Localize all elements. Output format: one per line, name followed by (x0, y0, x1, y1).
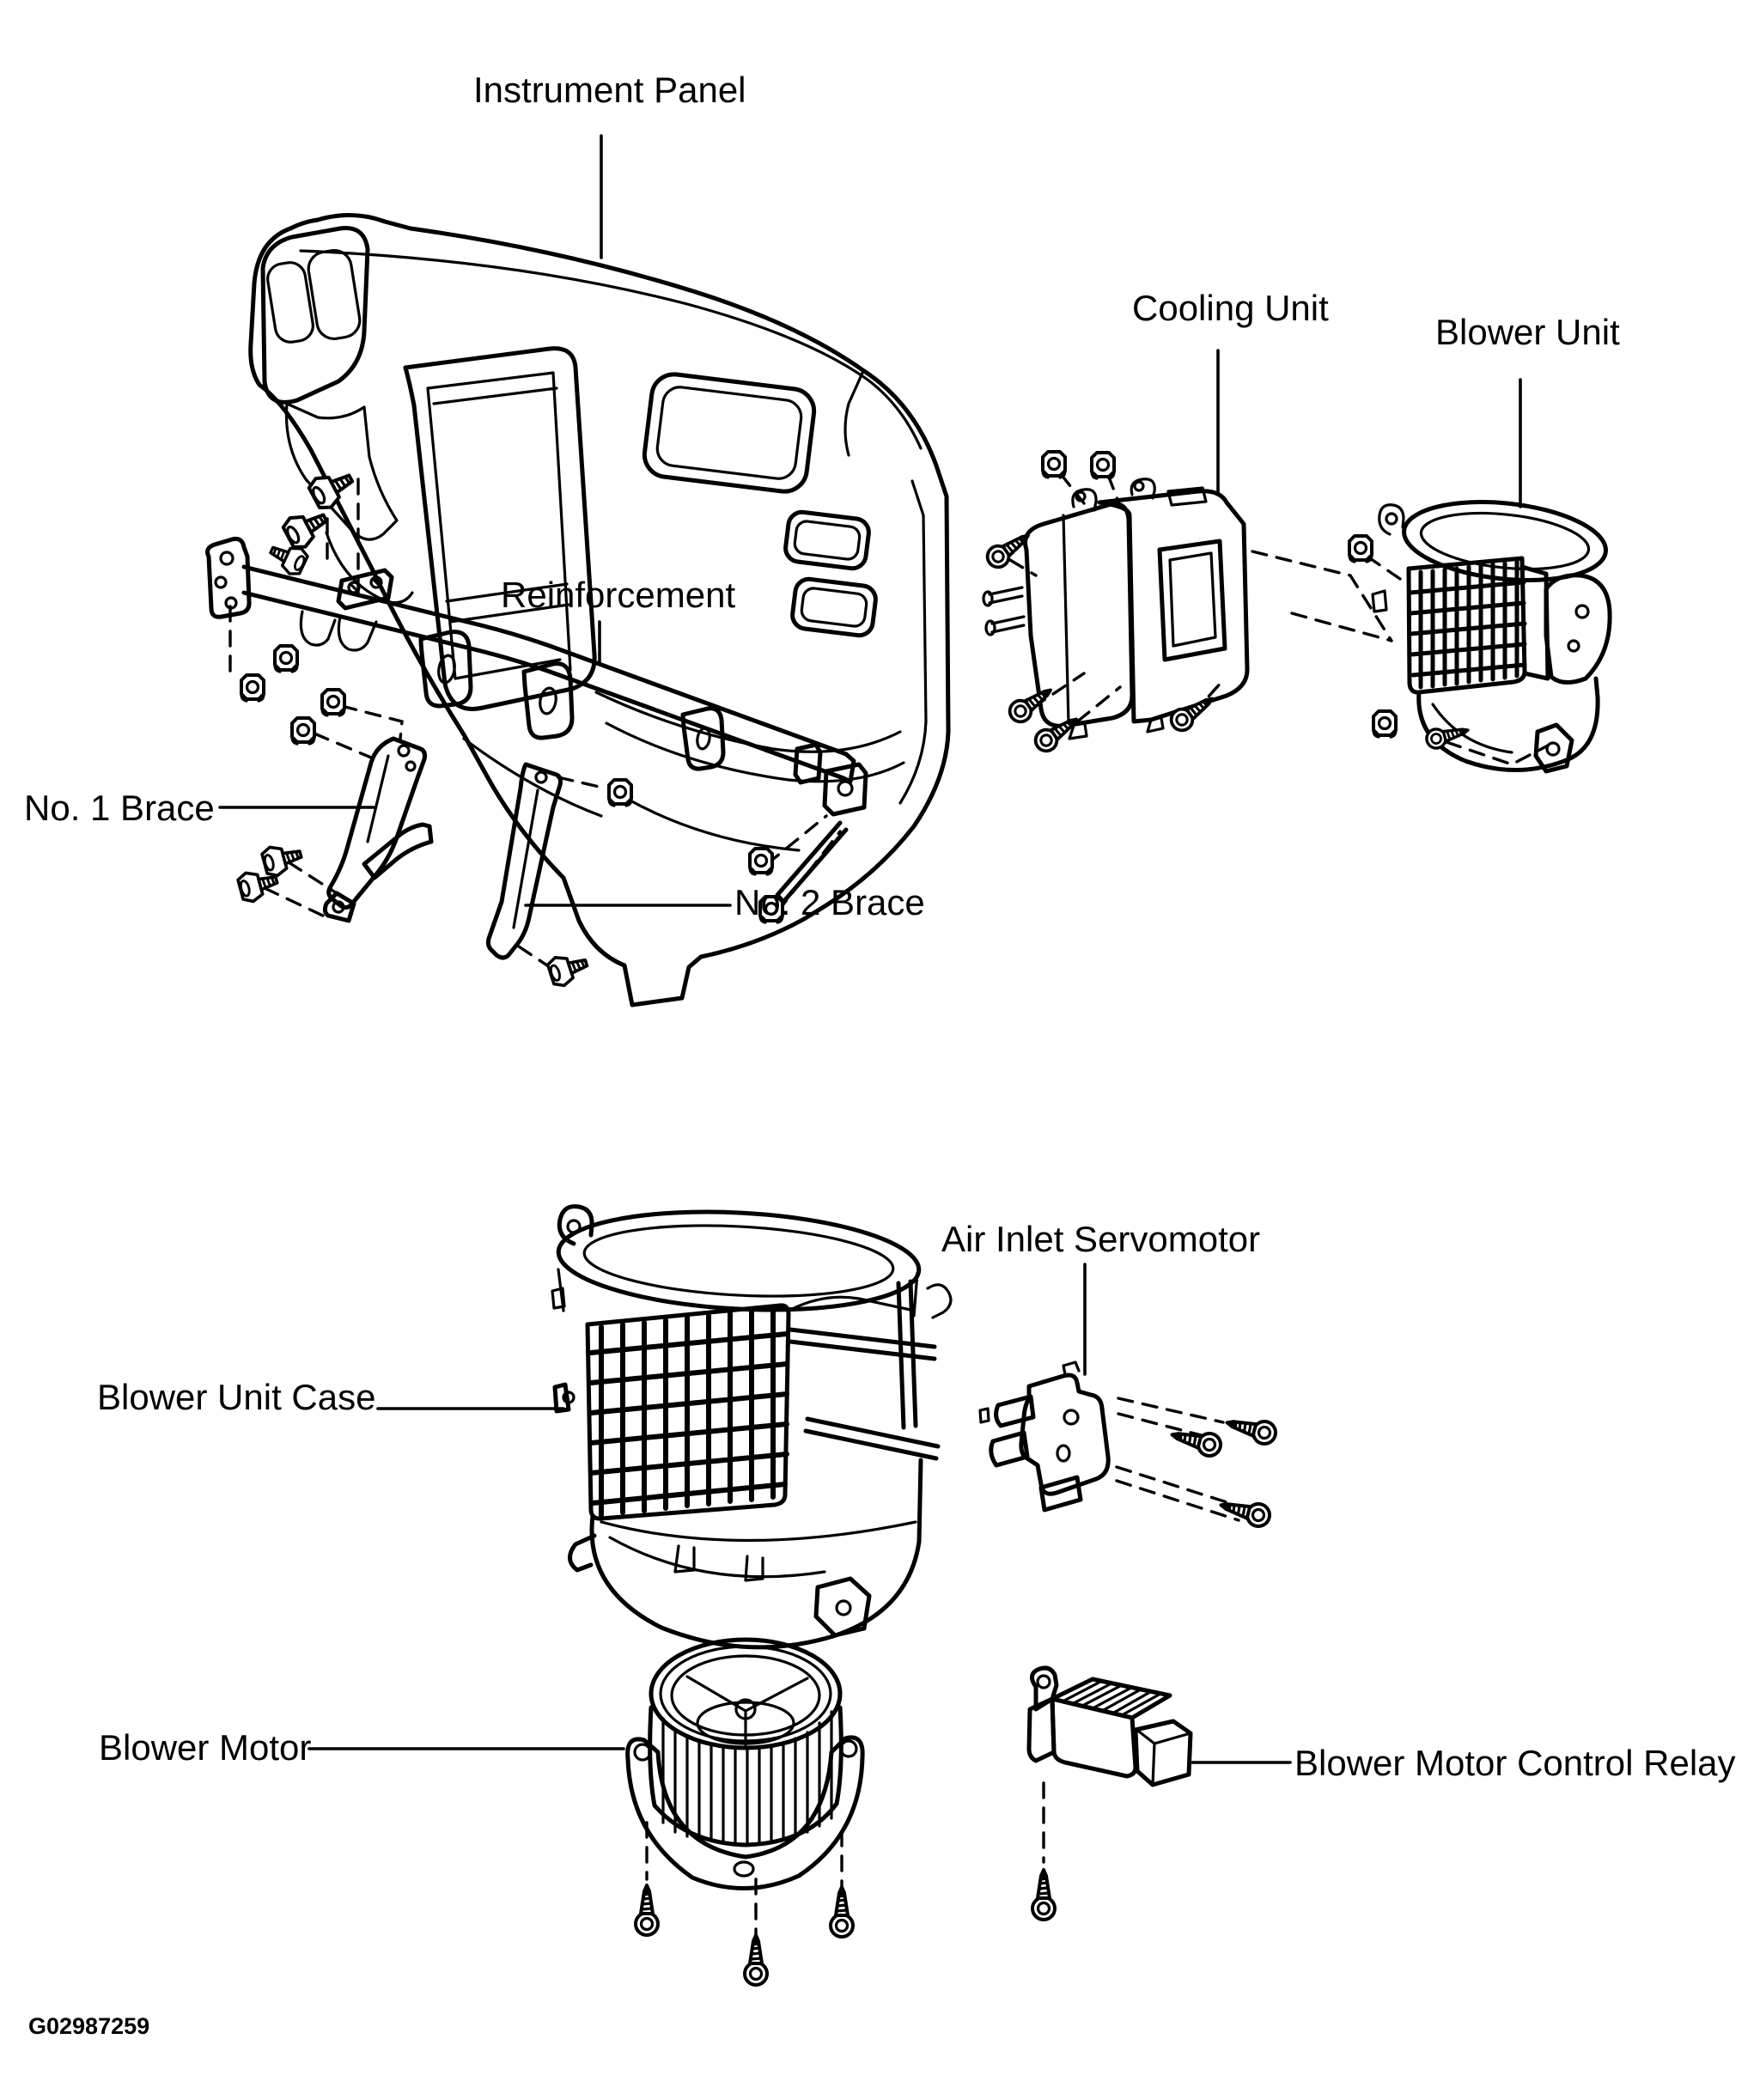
figure-id: G02987259 (28, 2013, 150, 2039)
bolt (307, 464, 358, 512)
blower-unit-drawing (1373, 493, 1610, 771)
label-blower-motor: Blower Motor (99, 1727, 312, 1768)
nut (1373, 711, 1396, 737)
blower-motor-control-relay-drawing (1029, 1668, 1191, 1785)
nut (750, 849, 772, 874)
label-air-inlet-servomotor: Air Inlet Servomotor (941, 1219, 1261, 1259)
blower-unit-case-drawing (552, 1203, 951, 1647)
screw (745, 1935, 767, 1985)
label-no2-brace: No. 2 Brace (734, 882, 925, 922)
nut (1043, 452, 1065, 478)
no1-brace-drawing (325, 739, 431, 921)
screw (1224, 1412, 1278, 1446)
nut (1349, 536, 1372, 562)
air-inlet-servomotor-drawing (980, 1362, 1108, 1510)
screw (1032, 710, 1082, 755)
screw (1032, 1870, 1055, 1920)
screw (1218, 1494, 1272, 1529)
label-cooling-unit: Cooling Unit (1132, 288, 1329, 328)
bolt (261, 840, 305, 878)
bolt (546, 949, 591, 989)
label-leader-lines (220, 136, 1520, 1762)
label-reinforcement: Reinforcement (501, 575, 736, 615)
label-no1-brace: No. 1 Brace (24, 788, 215, 828)
nut (241, 675, 264, 701)
screw (1167, 690, 1218, 734)
nut (292, 718, 314, 744)
nut (322, 690, 344, 715)
label-blower-unit: Blower Unit (1435, 312, 1620, 352)
screw (636, 1885, 658, 1935)
bolt (281, 503, 332, 551)
nut (609, 780, 631, 806)
screw (1006, 681, 1057, 726)
label-blower-motor-control-relay: Blower Motor Control Relay (1294, 1743, 1736, 1783)
label-blower-unit-case: Blower Unit Case (97, 1377, 376, 1417)
blower-motor-drawing (628, 1640, 863, 1889)
label-instrument-panel: Instrument Panel (473, 70, 746, 110)
nut (1092, 453, 1114, 478)
screw (831, 1887, 853, 1937)
nut (275, 646, 297, 672)
